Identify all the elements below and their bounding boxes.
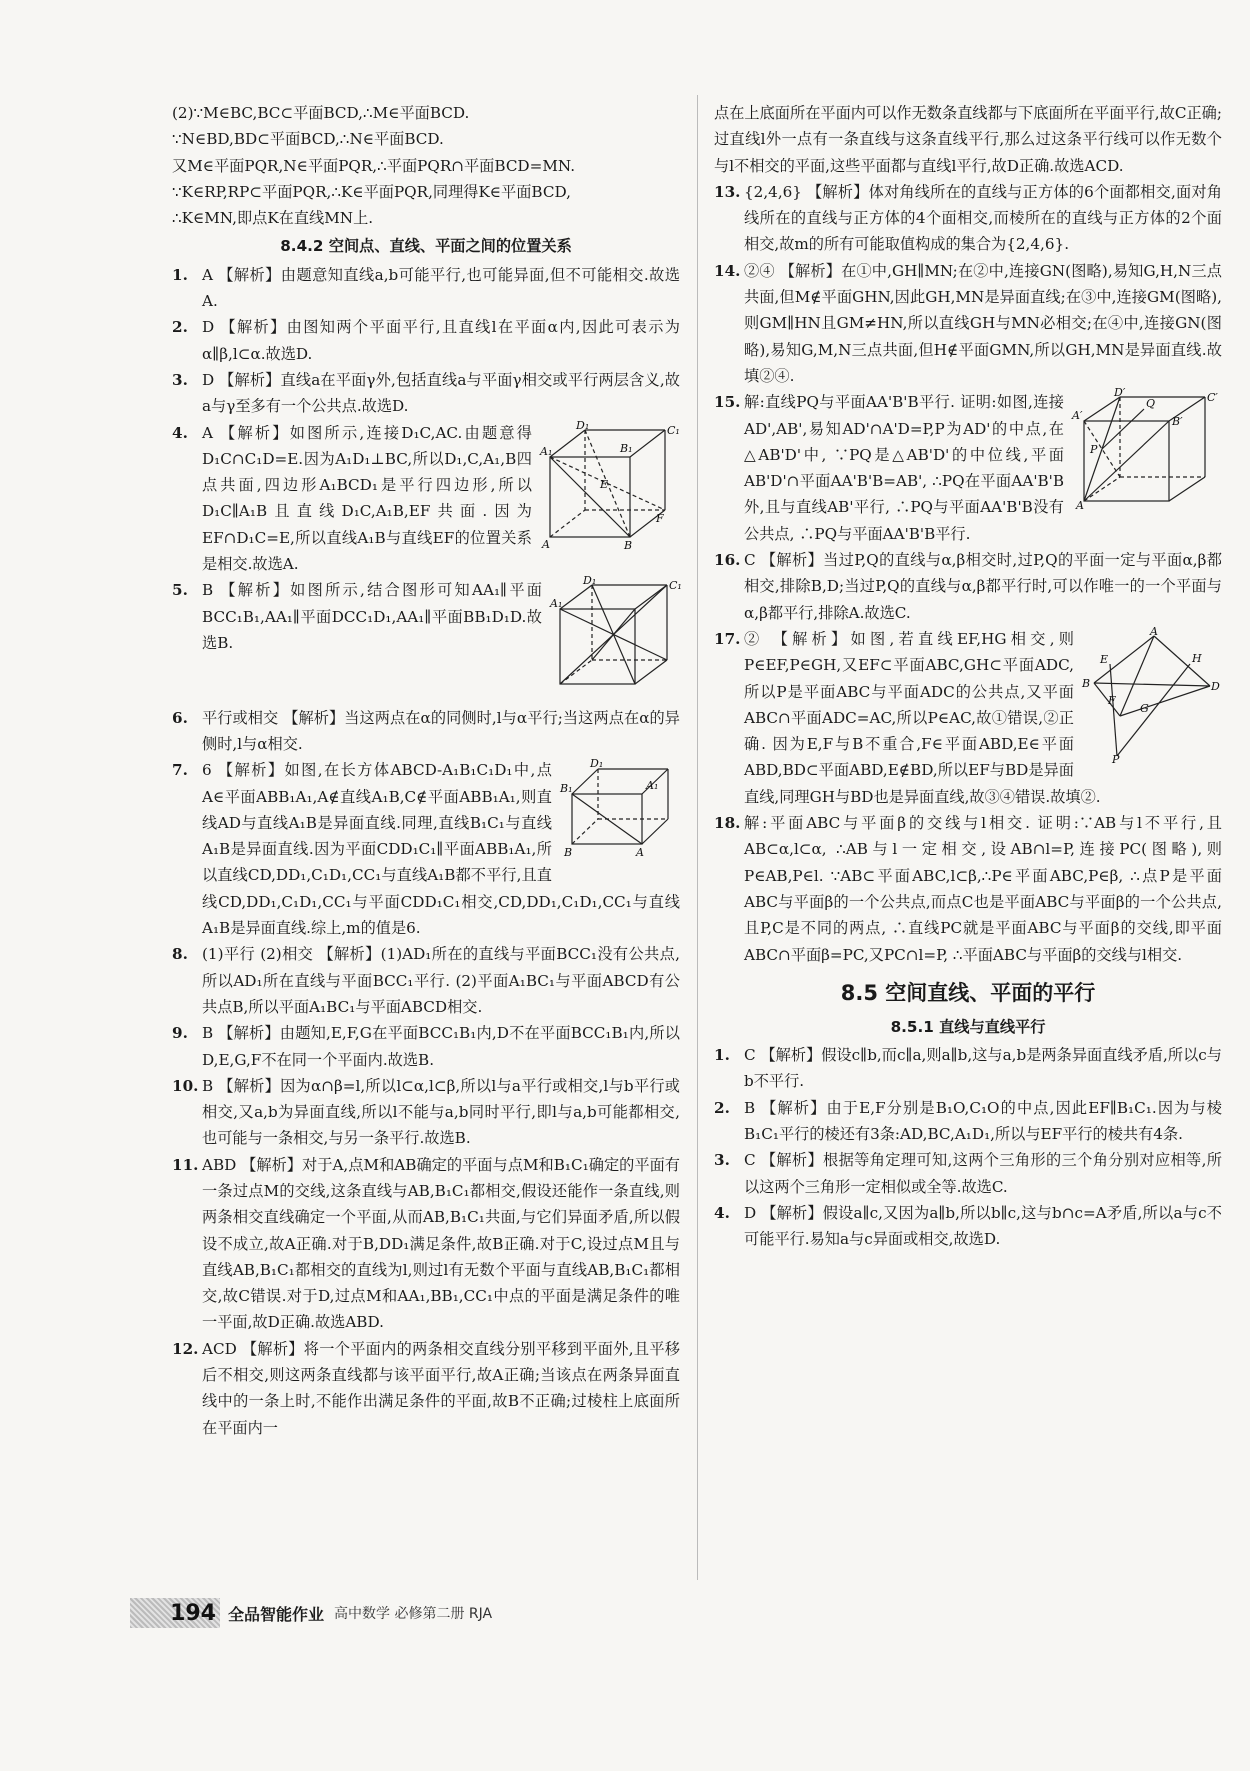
page-number-box [130,1598,220,1628]
svg-text:B₁: B₁ [560,782,573,796]
page-number: 194 [170,1600,216,1626]
svg-text:G: G [1140,701,1149,715]
item-body [744,258,1222,389]
answer-item [172,262,680,315]
answer-item [714,1147,1222,1200]
answer-item [172,1336,680,1441]
item-body [202,1073,680,1152]
svg-text:D₁: D₁ [576,418,590,432]
item-text: ACD 【解析】将一个平面内的两条相交直线分别平移到平面外,且平移后不相交,则这两条直线都与该平面平行,故A正确;当该点在两条异面直线中的一条上时,不能作出满足条件的平面,故B不正确;过棱柱上底面所在平面内一 [202,1339,680,1437]
svg-text:A₁: A₁ [540,444,553,458]
text-line: 又M∈平面PQR,N∈平面PQR,∴平面PQR∩平面BCD=MN. [172,156,576,175]
item-number: 7. [172,761,188,780]
item-body [202,1336,680,1441]
item-body [202,314,680,367]
answer-item [714,1200,1222,1253]
geometry-figure [540,418,680,560]
item-number: 11. [172,1155,199,1174]
item-text: D 【解析】直线a在平面γ外,包括直线a与平面γ相交或平行两层含义,故a与γ至多有一个公共点.故选D. [202,370,680,416]
svg-text:B: B [1082,676,1091,690]
item-number: 9. [172,1024,188,1043]
svg-text:C₁: C₁ [669,579,682,593]
svg-text:D₁: D₁ [583,574,597,588]
text-line: ∵K∈RP,RP⊂平面PQR,∴K∈平面PQR,同理得K∈平面BCD, [172,182,571,201]
answer-item [714,386,1222,547]
text-line: ∴K∈MN,即点K在直线MN上. [172,209,374,228]
item-body [744,1095,1222,1148]
svg-text:P: P [1112,752,1120,766]
item-text: {2,4,6} 【解析】体对角线所在的直线与正方体的6个面都相交,面对角线所在的直线与正方体的4个面相交,而棱所在的直线与正方体的2个面相交,故m的所有可能取值构成的集合为{2,4,6}. [744,182,1222,254]
item-text: 6 【解析】如图,在长方体ABCD-A₁B₁C₁D₁中,点A∈平面ABB₁A₁,A∉直线A₁B,C∉平面ABB₁A₁,则直线AD与直线A₁B是异面直线.同理,直线B₁C₁与直线A₁B是异面直线.因为平面CDD₁C₁∥平面ABB₁A₁,所以直线CD,DD₁,C₁D₁,CC₁与直线A₁B都不平行,且直线CD,DD₁,C₁D₁,CC₁与平面CDD₁C₁相交,CD,DD₁,C₁D₁,CC₁与直线A₁B是异面直线.综上,m的值是6. [202,761,680,938]
svg-text:P: P [1090,443,1098,457]
answer-item [714,1095,1222,1148]
brand-name: 全品智能作业 [228,1604,325,1624]
item-number: 16. [714,551,741,570]
item-body [744,626,1222,810]
item-text: 解:直线PQ与平面AA'B'B平行. 证明:如图,连接AD',AB',易知AD'∩A'D=P,P为AD'的中点,在△AB'D'中, ∵PQ是△AB'D'的中位线,平面AB'D'∩平面AA'B'B=AB', ∴PQ在平面AA'B'B外,且与直线AB'平行, ∴PQ与平面AA'B'B没有公共点, ∴PQ与平面AA'B'B平行. [744,393,1064,543]
item-number: 15. [714,393,741,412]
svg-text:D′: D′ [1114,386,1126,400]
svg-text:E: E [600,477,609,491]
answer-item [172,367,680,420]
item-number: 10. [172,1076,199,1095]
item-body [744,810,1222,968]
svg-text:C₁: C₁ [667,423,680,437]
item-number: 1. [172,265,188,284]
answer-item [714,258,1222,389]
item-body [202,367,680,420]
item-body [744,1200,1222,1253]
item-text: C 【解析】根据等角定理可知,这两个三角形的三个角分别对应相等,所以这两个三角形一定相似或全等.故选C. [744,1151,1222,1196]
item-number: 18. [714,814,741,833]
item-text: A 【解析】如图所示,连接D₁C,AC.由题意得D₁C∩C₁D=E.因为A₁D₁⊥BC,所以D₁,C,A₁,B四点共面,四边形A₁BCD₁是平行四边形,所以D₁C∥A₁B且直线D₁C,A₁B,EF共面.因为EF∩D₁C=E,所以直线A₁B与直线EF的位置关系是相交.故选A. [202,423,532,574]
text-line: ∵N∈BD,BD⊂平面BCD,∴N∈平面BCD. [172,130,444,149]
book-info: 高中数学 必修第二册 RJA [334,1606,493,1622]
item-number: 1. [714,1046,730,1065]
answer-item [172,1073,680,1152]
answer-item [172,941,680,1020]
item-number: 13. [714,182,741,201]
item-body [744,1042,1222,1095]
item-body [202,1020,680,1073]
svg-text:A₁: A₁ [550,597,563,611]
svg-text:B₁: B₁ [620,441,633,455]
page-footer [130,1598,492,1628]
column-divider [697,95,698,1580]
answer-item [714,810,1222,968]
item-number: 2. [714,1098,730,1117]
item-number: 17. [714,629,741,648]
svg-text:D: D [1211,679,1220,693]
svg-text:A: A [636,846,644,860]
item-text: (1)平行 (2)相交 【解析】(1)AD₁所在的直线与平面BCC₁没有公共点,所以AD₁所在直线与平面BCC₁平行. (2)平面A₁BC₁与平面ABCD有公共点B,所以平面A₁BC₁与平面ABCD相交. [202,945,680,1016]
item-number: 3. [172,370,188,389]
svg-text:F: F [1108,693,1116,707]
item-text: C 【解析】当过P,Q的直线与α,β相交时,过P,Q的平面一定与平面α,β都相交,排除B,D;当过P,Q的直线与α,β都平行时,可以作唯一的一个平面与α,β都平行,排除A.故选C. [744,551,1222,622]
item-text: D 【解析】由图知两个平面平行,且直线l在平面α内,因此可表示为α∥β,l⊂α.故选D. [202,318,680,363]
item-text: B 【解析】由于E,F分别是B₁O,C₁O的中点,因此EF∥B₁C₁.因为与棱B₁C₁平行的棱还有3条:AD,BC,A₁D₁,所以与EF平行的棱共有4条. [744,1098,1222,1143]
svg-text:B: B [624,538,633,552]
item-body [202,574,682,704]
svg-text:F: F [656,511,664,525]
svg-text:B: B [564,846,573,860]
item-text: B 【解析】因为α∩β=l,所以l⊂α,l⊂β,所以l与a平行或相交,l与b平行或相交,又a,b为异面直线,所以l不能与a,b同时平行,即l与a,b可能都相交,也可能与一条相交,与另一条平行.故选B. [202,1076,680,1148]
subsection-heading: 8.5.1 直线与直线平行 [890,1017,1046,1036]
item-body [744,179,1222,258]
item-text: B 【解析】由题知,E,F,G在平面BCC₁B₁内,D不在平面BCC₁B₁内,所以D,E,G,F不在同一个平面内.故选B. [202,1024,680,1069]
item-text: B 【解析】如图所示,结合图形可知AA₁∥平面BCC₁B₁,AA₁∥平面DCC₁D₁,AA₁∥平面BB₁D₁D.故选B. [202,581,542,652]
item-number: 4. [172,423,188,442]
item-text: 平行或相交 【解析】当这两点在α的同侧时,l与α平行;当这两点在α的异侧时,l与α相交. [202,708,680,753]
answer-item [714,547,1222,626]
item-body [744,386,1222,547]
item-number: 12. [172,1339,199,1358]
answer-item [714,179,1222,258]
section-heading: 8.5 空间直线、平面的平行 [840,980,1096,1005]
svg-text:D₁: D₁ [590,757,604,771]
answer-item [172,1020,680,1073]
svg-text:Q: Q [1146,397,1156,411]
answer-item [172,1152,680,1336]
item-body [202,705,680,758]
text-line: 点在上底面所在平面内可以作无数条直线都与下底面所在平面平行,故C正确;过直线l外一点有一条直线与这条直线平行,那么过这条平行线可以作无数个与l不相交的平面,这些平面都与直线l平行,故D正确.故选ACD. [714,104,1222,175]
svg-text:A: A [1150,624,1158,638]
answer-item [714,1042,1222,1095]
item-body [202,757,680,941]
geometry-figure [1082,624,1222,771]
item-body [202,420,680,578]
item-number: 3. [714,1151,730,1170]
text-line: (2)∵M∈BC,BC⊂平面BCD,∴M∈平面BCD. [172,104,470,122]
geometry-figure [560,759,680,867]
answer-item [172,314,680,367]
item-body [202,1152,680,1336]
svg-text:E: E [1100,652,1109,666]
answer-item [172,574,682,704]
item-number: 2. [172,318,188,337]
answer-item [172,420,680,578]
item-text: ② 【解析】如图,若直线EF,HG相交,则P∈EF,P∈GH,又EF⊂平面ABC,GH⊂平面ADC,所以P是平面ABC与平面ADC的公共点,又平面ABC∩平面ADC=AC,所以P∈AC,故①错误,②正确. 因为E,F与B不重合,F∈平面ABD,E∈平面ABD,BD⊂平面ABD,E∉BD,所以EF与BD是异面直线,同理GH与BD也是异面直线,故③④错误.故填②. [744,629,1101,806]
item-number: 4. [714,1203,730,1222]
item-body [202,262,680,315]
item-text: ABD 【解析】对于A,点M和AB确定的平面与点M和B₁C₁确定的平面有一条过点M的交线,这条直线与AB,B₁C₁都相交,假设还能作一条直线,则两条相交直线确定一个平面,从而AB,B₁C₁共面,与它们异面矛盾,所以假设不成立,故A正确.对于B,DD₁满足条件,故B正确.对于C,设过点M且与直线AB,B₁C₁都相交的直线为l,则过l有无数个平面与直线AB,B₁C₁都相交,故C错误.对于D,过点M和AA₁,BB₁,CC₁中点的平面是满足条件的唯一平面,故D正确.故选ABD. [202,1155,680,1332]
item-number: 8. [172,945,188,964]
item-text: D 【解析】假设a∥c,又因为a∥b,所以b∥c,这与b∩c=A矛盾,所以a与c不可能平行.易知a与c异面或相交,故选D. [744,1203,1222,1249]
geometry-figure [550,574,682,702]
item-text: ②④ 【解析】在①中,GH∥MN;在②中,连接GN(图略),易知G,H,N三点共面,但M∉平面GHN,因此GH,MN是异面直线;在③中,连接GM(图略),则GM∥HN且GM≠HN,所以直线GH与MN必相交;在④中,连接GN(图略),易知G,M,N三点共面,但H∉平面GMN,所以GH,MN是异面直线.故填②④. [744,261,1222,385]
svg-text:H: H [1192,651,1202,665]
svg-text:B′: B′ [1172,415,1183,429]
answer-item [172,705,680,758]
svg-text:A: A [1076,499,1084,513]
item-body [744,547,1222,626]
item-text: 解:平面ABC与平面β的交线与l相交. 证明:∵AB与l不平行,且AB⊂α,l⊂α, ∴AB与l一定相交,设AB∩l=P,连接PC(图略),则P∈AB,P∈l. ∵AB⊂平面ABC,l⊂β,∴P∈平面ABC,P∈β, ∴点P是平面ABC与平面β的一个公共点,而点C也是平面ABC与平面β的一个公共点,且P,C是不同的两点, ∴直线PC就是平面ABC与平面β的交线,即平面ABC∩平面β=PC,又PC∩l=P, ∴平面ABC与平面β的交线与l相交. [744,814,1222,964]
right-column [714,100,1222,1252]
item-number: 5. [172,581,188,600]
item-text: A 【解析】由题意知直线a,b可能平行,也可能异面,但不可能相交.故选A. [202,265,680,311]
answer-item [172,757,680,941]
item-number: 14. [714,261,741,280]
item-body [202,941,680,1020]
svg-text:C′: C′ [1207,391,1218,405]
left-column [172,100,680,1441]
item-text: C 【解析】假设c∥b,而c∥a,则a∥b,这与a,b是两条异面直线矛盾,所以c与b不平行. [744,1046,1222,1091]
svg-text:A: A [542,537,550,551]
svg-text:A₁: A₁ [646,779,659,793]
geometry-figure [1072,386,1222,519]
svg-text:A′: A′ [1072,409,1083,423]
item-number: 6. [172,708,188,727]
item-body [744,1147,1222,1200]
subsection-heading: 8.4.2 空间点、直线、平面之间的位置关系 [280,237,572,256]
answer-item [714,626,1222,810]
